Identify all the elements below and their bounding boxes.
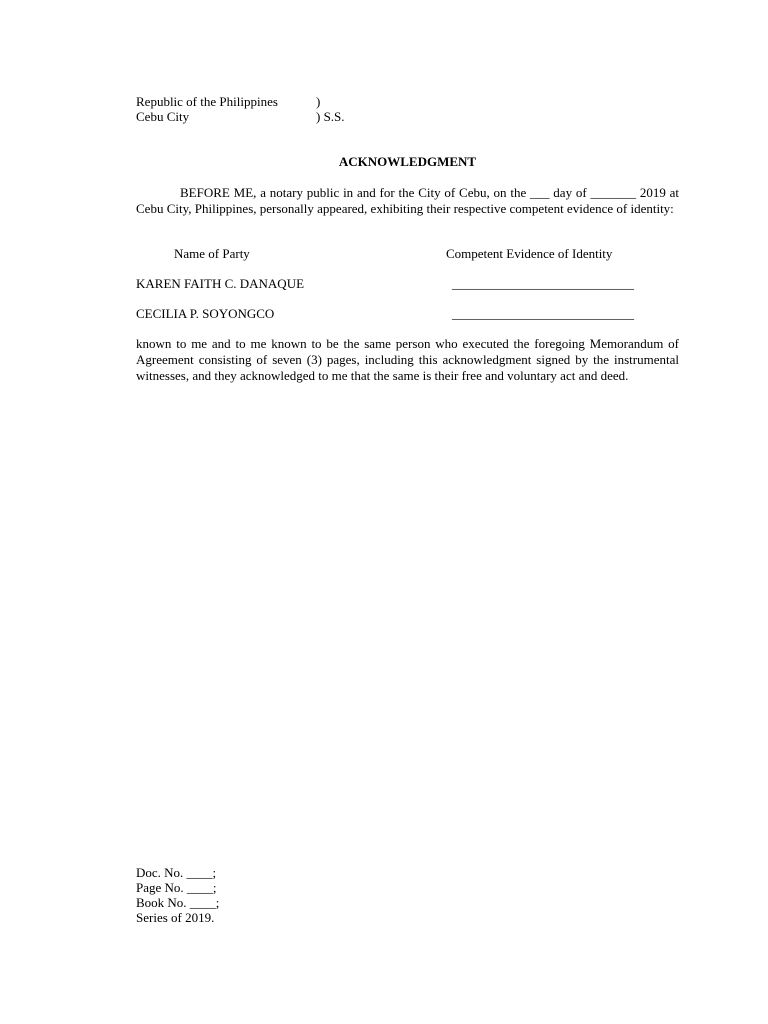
venue-city: Cebu City	[136, 109, 190, 124]
book-no: Book No. ____;	[136, 895, 220, 910]
col-header-name: Name of Party	[174, 246, 250, 261]
evidence-blank-1: ____________________________	[452, 276, 634, 291]
party-name-2: CECILIA P. SOYONGCO	[136, 306, 275, 321]
col-header-evidence: Competent Evidence of Identity	[446, 246, 613, 261]
intro-paragraph	[136, 185, 679, 217]
closing-paragraph: known to me and to me known to be the same person who executed the foregoing Memorandum of Agreement consisting of seven (3) pages, including this acknowledgment signed by the instrumental witnesses, and they acknowledged to me that the same is their free and voluntary act and deed.	[136, 336, 679, 383]
page-no: Page No. ____;	[136, 880, 217, 895]
party-name-1: KAREN FAITH C. DANAQUE	[136, 276, 305, 291]
doc-no: Doc. No. ____;	[136, 865, 217, 880]
series: Series of 2019.	[136, 910, 215, 925]
venue-country: Republic of the Philippines	[136, 94, 278, 109]
venue-ss: ) S.S.	[316, 109, 345, 124]
document-title: ACKNOWLEDGMENT	[338, 154, 477, 169]
venue-paren: )	[316, 94, 321, 109]
intro-text: BEFORE ME, a notary public in and for the City of Cebu, on the ___ day of _______ 2019 at Cebu City, Philippines, personally appeared, exhibiting their respective competent evidence of identity:	[136, 185, 679, 216]
evidence-blank-2: ____________________________	[452, 306, 634, 321]
